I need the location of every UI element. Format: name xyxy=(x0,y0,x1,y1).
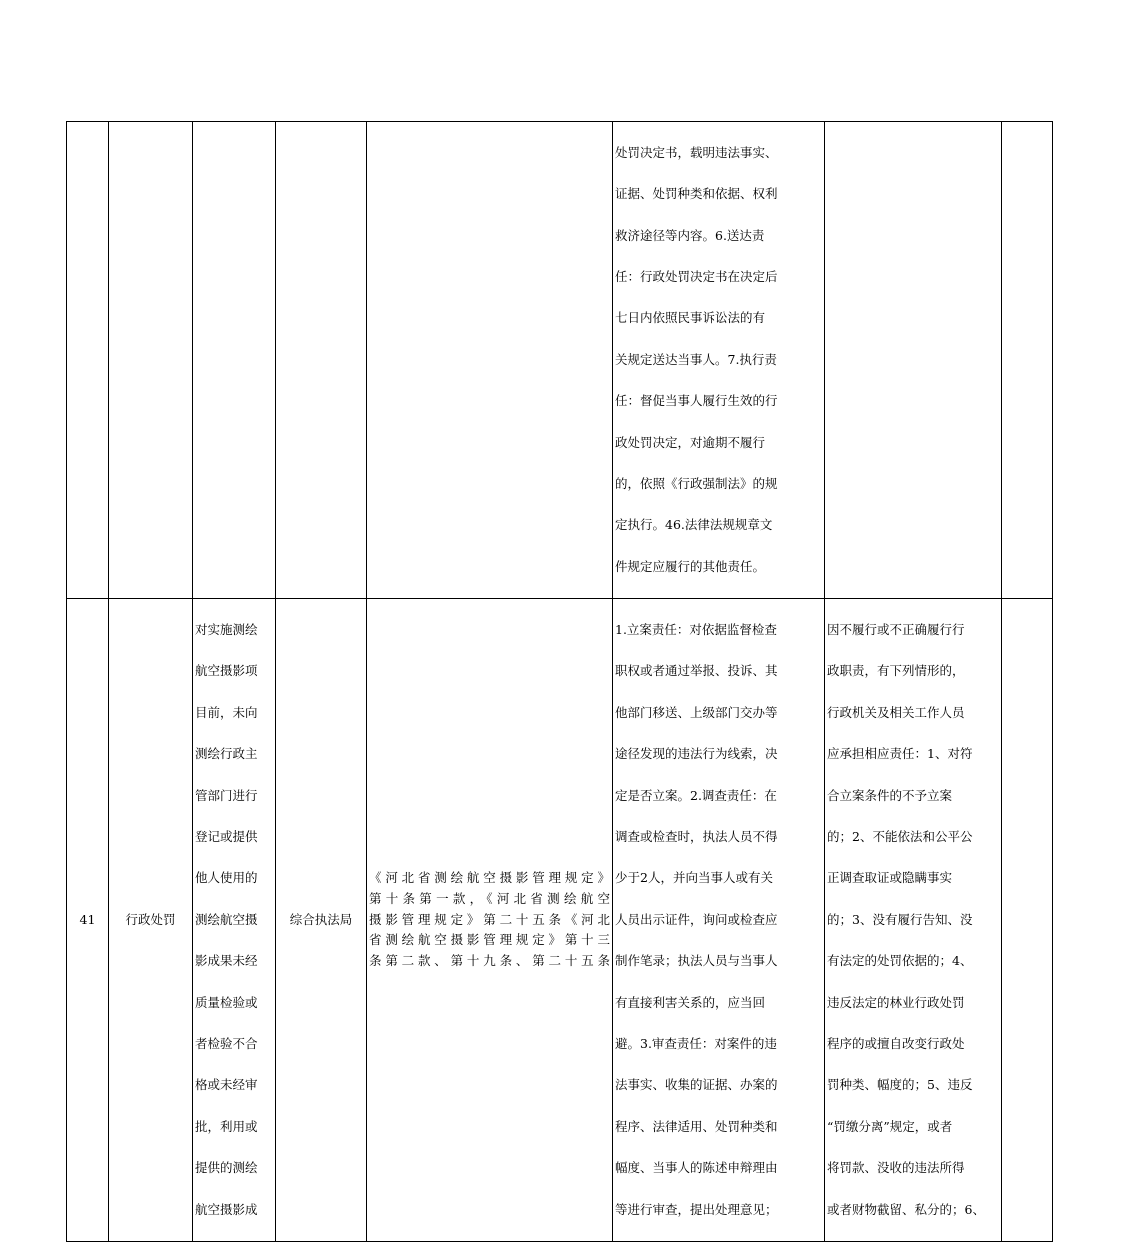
accountability-line: 因不履行或不正确履行行 xyxy=(827,621,965,637)
accountability-line: 将罚款、没收的违法所得 xyxy=(827,1160,965,1176)
basis-line: 《河北省测绘航空摄影管理规定》 xyxy=(369,870,610,886)
item-line: 登记或提供 xyxy=(195,828,258,844)
duty-line: 政处罚决定，对逾期不履行 xyxy=(615,434,766,450)
item-line: 提供的测绘 xyxy=(195,1160,258,1176)
item-line: 航空摄影成 xyxy=(195,1201,258,1217)
accountability-line: “罚缴分离”规定，或者 xyxy=(827,1118,953,1134)
duty-line: 处罚决定书，载明违法事实、 xyxy=(615,144,778,160)
duty-line: 证据、处罚种类和依据、权利 xyxy=(615,186,778,202)
duty-cell xyxy=(613,599,825,1242)
item-line: 他人使用的 xyxy=(195,870,258,886)
duty-line: 等进行审查，提出处理意见； xyxy=(615,1201,778,1217)
duty-line: 救济途径等内容。6.送达责 xyxy=(615,227,765,243)
item-line: 航空摄影项 xyxy=(195,663,258,679)
item-line: 目前，未向 xyxy=(195,704,258,720)
item-line: 批，利用或 xyxy=(195,1118,258,1134)
duty-line: 任：行政处罚决定书在决定后 xyxy=(615,268,778,284)
duty-line: 定是否立案。2.调查责任：在 xyxy=(615,787,777,803)
duty-line: 制作笔录；执法人员与当事人 xyxy=(615,953,778,969)
category-cell xyxy=(109,122,193,599)
accountability-line: 行政机关及相关工作人员 xyxy=(827,704,965,720)
accountability-line: 的；2、不能依法和公平公 xyxy=(827,828,973,844)
accountability-cell xyxy=(825,599,1002,1242)
accountability-line: 的；3、没有履行告知、没 xyxy=(827,911,973,927)
accountability-line: 合立案条件的不予立案 xyxy=(827,787,953,803)
accountability-line: 政职责，有下列情形的， xyxy=(827,663,965,679)
item-line: 管部门进行 xyxy=(195,787,258,803)
duty-line: 定执行。46.法律法规规章文 xyxy=(615,517,773,533)
duty-line: 他部门移送、上级部门交办等 xyxy=(615,704,778,720)
item-line: 测绘行政主 xyxy=(195,746,258,762)
duty-line: 幅度、当事人的陈述申辩理由 xyxy=(615,1160,778,1176)
category-cell: 行政处罚 xyxy=(109,599,193,1242)
accountability-line: 应承担相应责任：1、对符 xyxy=(827,746,973,762)
duty-line: 七日内依照民事诉讼法的有 xyxy=(615,310,766,326)
accountability-cell xyxy=(825,122,1002,599)
duty-line: 任：督促当事人履行生效的行 xyxy=(615,393,778,409)
duty-line: 职权或者通过举报、投诉、其 xyxy=(615,663,778,679)
department-cell xyxy=(276,122,367,599)
basis-line: 第十条第一款，《河北省测绘航空 xyxy=(369,891,610,907)
item-line: 质量检验或 xyxy=(195,994,258,1010)
item-cell xyxy=(193,122,276,599)
item-line: 测绘航空摄 xyxy=(195,911,258,927)
basis-line: 省测绘航空摄影管理规定》第十三 xyxy=(369,932,610,948)
duty-line: 有直接利害关系的，应当回 xyxy=(615,994,766,1010)
item-line: 影成果未经 xyxy=(195,953,258,969)
duty-line: 法事实、收集的证据、办案的 xyxy=(615,1077,778,1093)
accountability-line: 违反法定的林业行政处罚 xyxy=(827,994,965,1010)
basis-cell xyxy=(367,122,613,599)
row-number-cell: 41 xyxy=(67,599,109,1242)
responsibility-table xyxy=(66,121,1053,1242)
item-line: 对实施测绘 xyxy=(195,621,258,637)
basis-line: 摄影管理规定》第二十五条《河北 xyxy=(369,911,610,927)
accountability-line: 正调查取证或隐瞒事实 xyxy=(827,870,953,886)
table-row xyxy=(67,122,1053,599)
duty-line: 1.立案责任：对依据监督检查 xyxy=(615,621,777,637)
duty-line: 调查或检查时，执法人员不得 xyxy=(615,828,778,844)
row-number-cell xyxy=(67,122,109,599)
remark-cell xyxy=(1002,599,1053,1242)
duty-line: 程序、法律适用、处罚种类和 xyxy=(615,1118,778,1134)
accountability-line: 或者财物截留、私分的；6、 xyxy=(827,1201,985,1217)
accountability-line: 罚种类、幅度的；5、违反 xyxy=(827,1077,973,1093)
item-cell xyxy=(193,599,276,1242)
duty-cell xyxy=(613,122,825,599)
remark-cell xyxy=(1002,122,1053,599)
accountability-line: 程序的或擅自改变行政处 xyxy=(827,1035,965,1051)
duty-line: 少于2人，并向当事人或有关 xyxy=(615,870,773,886)
table-row xyxy=(67,599,1053,1242)
duty-line: 件规定应履行的其他责任。 xyxy=(615,558,766,574)
duty-line: 人员出示证件，询问或检查应 xyxy=(615,911,778,927)
duty-line: 途径发现的违法行为线索，决 xyxy=(615,746,778,762)
basis-line: 条第二款、第十九条、第二十五条 xyxy=(369,953,610,969)
accountability-line: 有法定的处罚依据的；4、 xyxy=(827,953,973,969)
department-cell: 综合执法局 xyxy=(276,599,367,1242)
item-line: 格或未经审 xyxy=(195,1077,258,1093)
basis-cell xyxy=(367,599,613,1242)
duty-line: 的，依照《行政强制法》的规 xyxy=(615,475,778,491)
duty-line: 关规定送达当事人。7.执行责 xyxy=(615,351,777,367)
duty-line: 避。3.审查责任：对案件的违 xyxy=(615,1035,777,1051)
item-line: 者检验不合 xyxy=(195,1035,258,1051)
